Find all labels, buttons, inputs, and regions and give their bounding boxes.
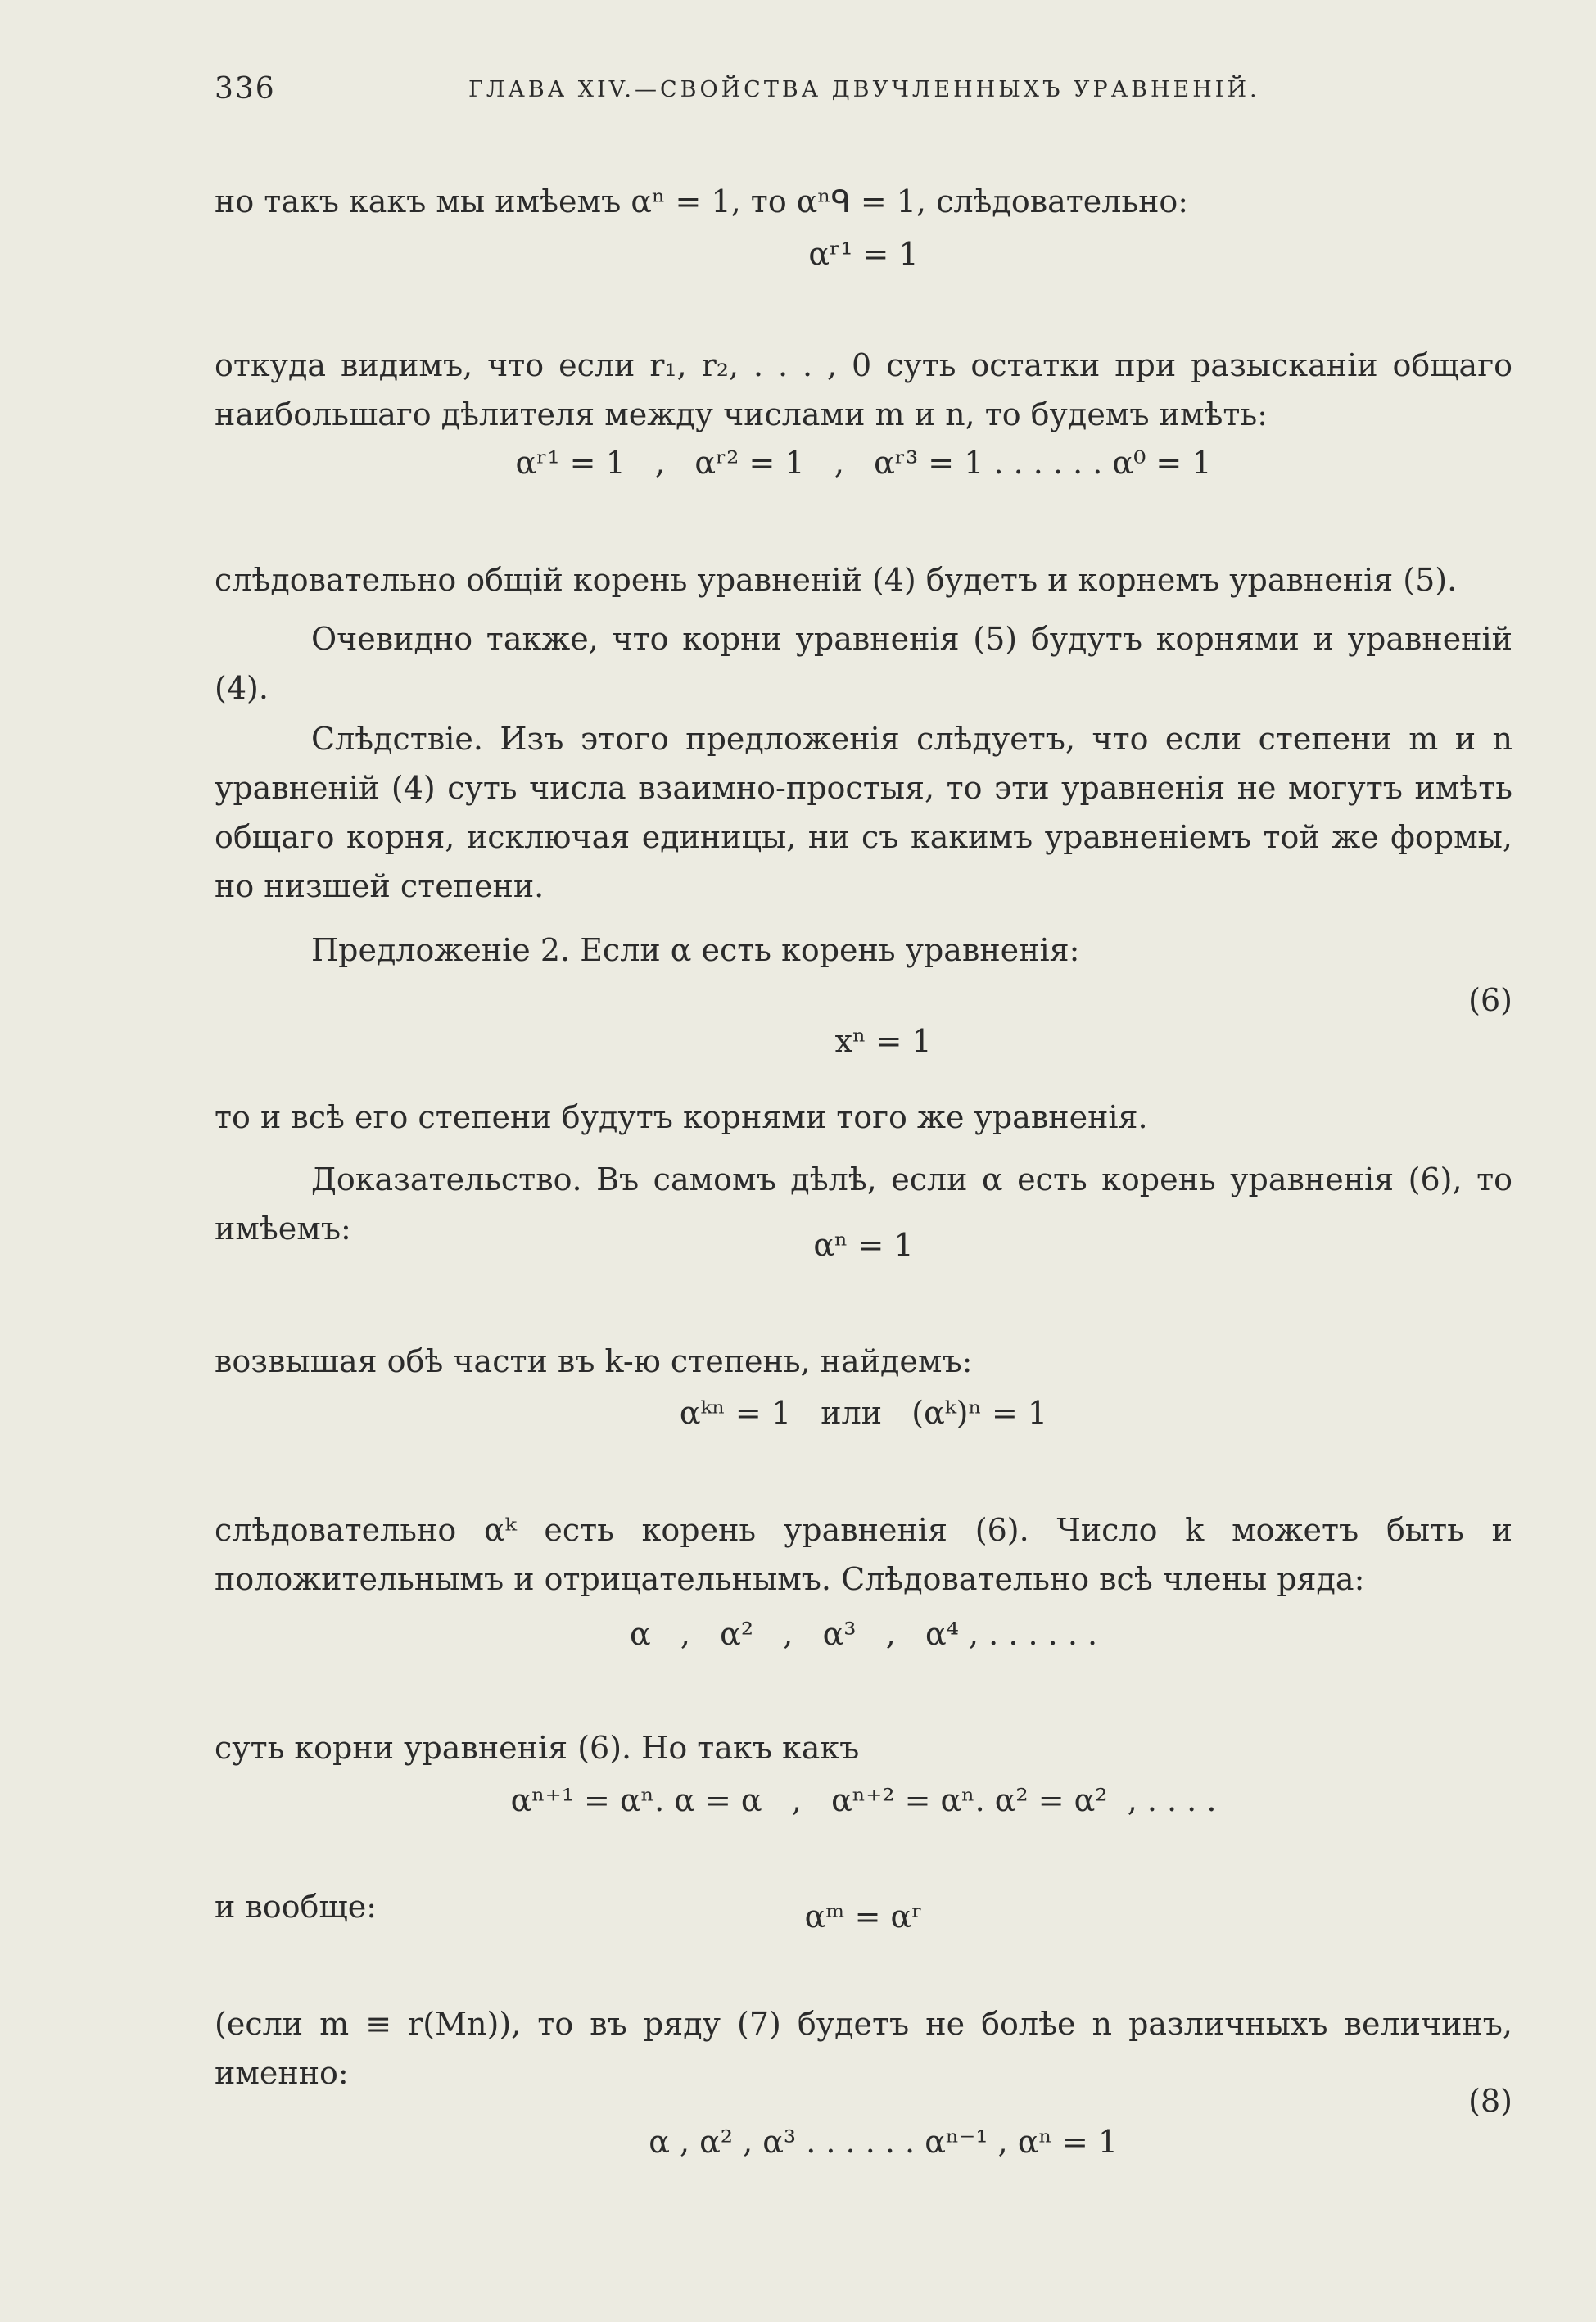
paragraph: Очевидно также, что корни уравненія (5) будутъ корнями и уравненій (4). (215, 621, 1512, 706)
paragraph: (если m ≡ r(Mn)), то въ ряду (7) будетъ не болѣе n различныхъ величинъ, именно: (215, 2006, 1512, 2091)
paragraph: суть корни уравненія (6). Но такъ какъ (215, 1730, 860, 1766)
equation: αᵐ = αʳ (804, 1899, 923, 1935)
equation: αⁿ⁺¹ = αⁿ. α = α , αⁿ⁺² = αⁿ. α² = α² , . . . . (510, 1782, 1217, 1818)
paragraph: Доказательство. Въ самомъ дѣлѣ, если α есть корень уравненія (6), то имѣемъ: (215, 1161, 1512, 1247)
paragraph: Слѣдствіе. Изъ этого предложенія слѣдуетъ, что если степени m и n уравненій (4) суть числа взаимно-простыя, то эти уравненія не могутъ имѣть общаго корня, исключая единицы, ни съ какимъ уравненіемъ той же формы, но низшей степени. (215, 721, 1512, 904)
equation-number: (8) (1468, 2083, 1512, 2119)
equation: αʳ¹ = 1 , αʳ² = 1 , αʳ³ = 1 . . . . . . α⁰ = 1 (515, 445, 1212, 481)
equation-number: (6) (1468, 982, 1512, 1018)
paragraph: то и всѣ его степени будутъ корнями того же уравненія. (215, 1099, 1148, 1135)
equation: αⁿ = 1 (813, 1227, 914, 1263)
paragraph: возвышая обѣ части въ k-ю степень, найдемъ: (215, 1343, 973, 1379)
equation: αᵏⁿ = 1 или (αᵏ)ⁿ = 1 (679, 1395, 1048, 1431)
paragraph: и вообще: (215, 1889, 378, 1925)
equation: αʳ¹ = 1 (808, 236, 919, 272)
equation-text: xⁿ = 1 (834, 1023, 932, 1059)
paragraph: слѣдовательно общій корень уравненій (4) будетъ и корнемъ уравненія (5). (215, 562, 1458, 598)
equation-text: α , α² , α³ . . . . . . αⁿ⁻¹ , αⁿ = 1 (649, 2124, 1119, 2160)
paragraph: но такъ какъ мы имѣемъ αⁿ = 1, то αⁿᑫ = 1, слѣдовательно: (215, 183, 1189, 220)
paragraph: Предложеніе 2. Если α есть корень уравненія: (311, 932, 1080, 968)
paragraph: слѣдовательно αᵏ есть корень уравненія (6). Число k можетъ быть и положительнымъ и отрицательнымъ. Слѣдовательно всѣ члены ряда: (215, 1512, 1512, 1597)
equation: α , α² , α³ , α⁴ , . . . . . . (629, 1616, 1098, 1652)
paragraph: откуда видимъ, что если r₁, r₂, . . . , 0 суть остатки при разысканіи общаго наибольшаго дѣлителя между числами m и n, то будемъ имѣть: (215, 347, 1512, 432)
equation-8 (215, 2080, 1512, 2244)
page-number: 336 (215, 72, 276, 106)
running-title: ГЛАВА XIV.—СВОЙСТВА ДВУЧЛЕННЫХЪ УРАВНЕНІЙ. (468, 77, 1260, 102)
page-header (215, 72, 1512, 113)
